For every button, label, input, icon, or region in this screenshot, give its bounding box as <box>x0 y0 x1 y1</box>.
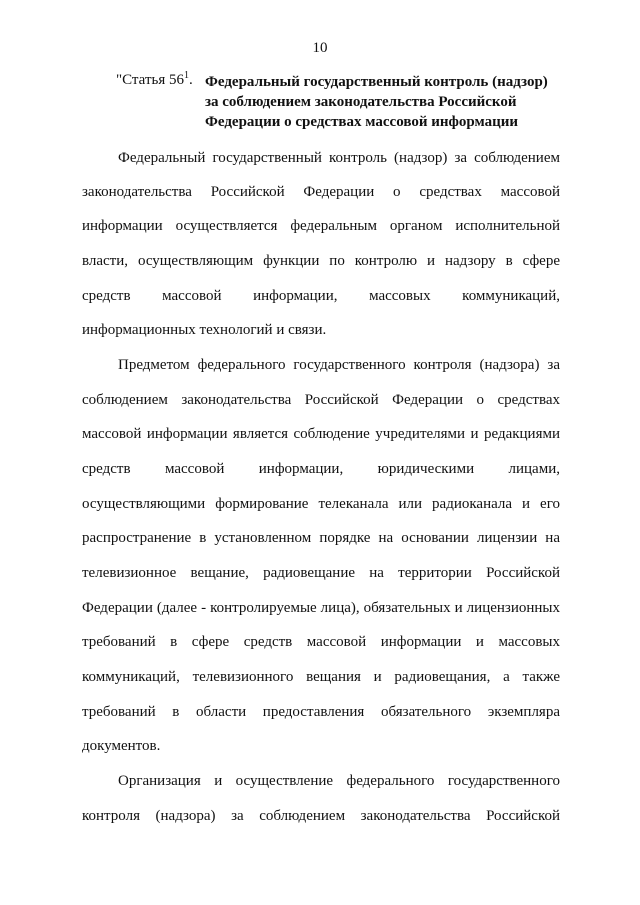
article-label-superscript: 1 <box>183 70 189 81</box>
article-label-dot: . <box>188 72 193 88</box>
paragraph-2-line: распространение в установленном порядке на основании лицензии на <box>82 530 560 546</box>
paragraph-2-line: телевизионное вещание, радиовещание на территории Российской <box>82 565 560 581</box>
article-title-line: Федерации о средствах массовой информации <box>205 114 519 130</box>
article-title-line: Федеральный государственный контроль (надзор) <box>205 74 548 90</box>
paragraph-2-line: Федерации (далее - контролируемые лица), обязательных и лицензионных <box>82 600 560 616</box>
paragraph-2-line: соблюдением законодательства Российской Федерации о средствах <box>82 392 560 408</box>
paragraph-1-line: Федеральный государственный контроль (надзор) за соблюдением <box>118 150 560 166</box>
paragraph-2-line: средств массовой информации, юридическими лицами, <box>82 461 560 477</box>
paragraph-3-line: контроля (надзора) за соблюдением законодательства Российской <box>82 808 560 824</box>
paragraph-2-line: требований в области предоставления обязательного экземпляра <box>82 704 560 720</box>
paragraph-1-line: информационных технологий и связи. <box>82 322 327 338</box>
paragraph-1-line: власти, осуществляющим функции по контролю и надзору в сфере <box>82 253 560 269</box>
paragraph-1-line: средств массовой информации, массовых коммуникаций, <box>82 288 560 304</box>
paragraph-1-line: информации осуществляется федеральным органом исполнительной <box>82 218 560 234</box>
article-title <box>205 72 565 132</box>
paragraph-2-line: Предметом федерального государственного контроля (надзора) за <box>118 357 560 373</box>
article-label <box>116 72 193 89</box>
paragraph-2-line: массовой информации является соблюдение учредителями и редакциями <box>82 426 560 442</box>
paragraph-2-line: коммуникаций, телевизионного вещания и радиовещания, а также <box>82 669 560 685</box>
paragraph-2-line: документов. <box>82 738 161 754</box>
paragraph-3-line: Организация и осуществление федерального государственного <box>118 773 560 789</box>
paragraph-2-line: осуществляющими формирование телеканала или радиоканала и его <box>82 496 560 512</box>
paragraph-2-line: требований в сфере средств массовой информации и массовых <box>82 634 560 650</box>
paragraph-1-line: законодательства Российской Федерации о средствах массовой <box>82 184 560 200</box>
article-title-line: за соблюдением законодательства Российской <box>205 94 517 110</box>
article-label-text: "Статья 56 <box>116 72 184 88</box>
page-number: 10 <box>312 40 328 56</box>
